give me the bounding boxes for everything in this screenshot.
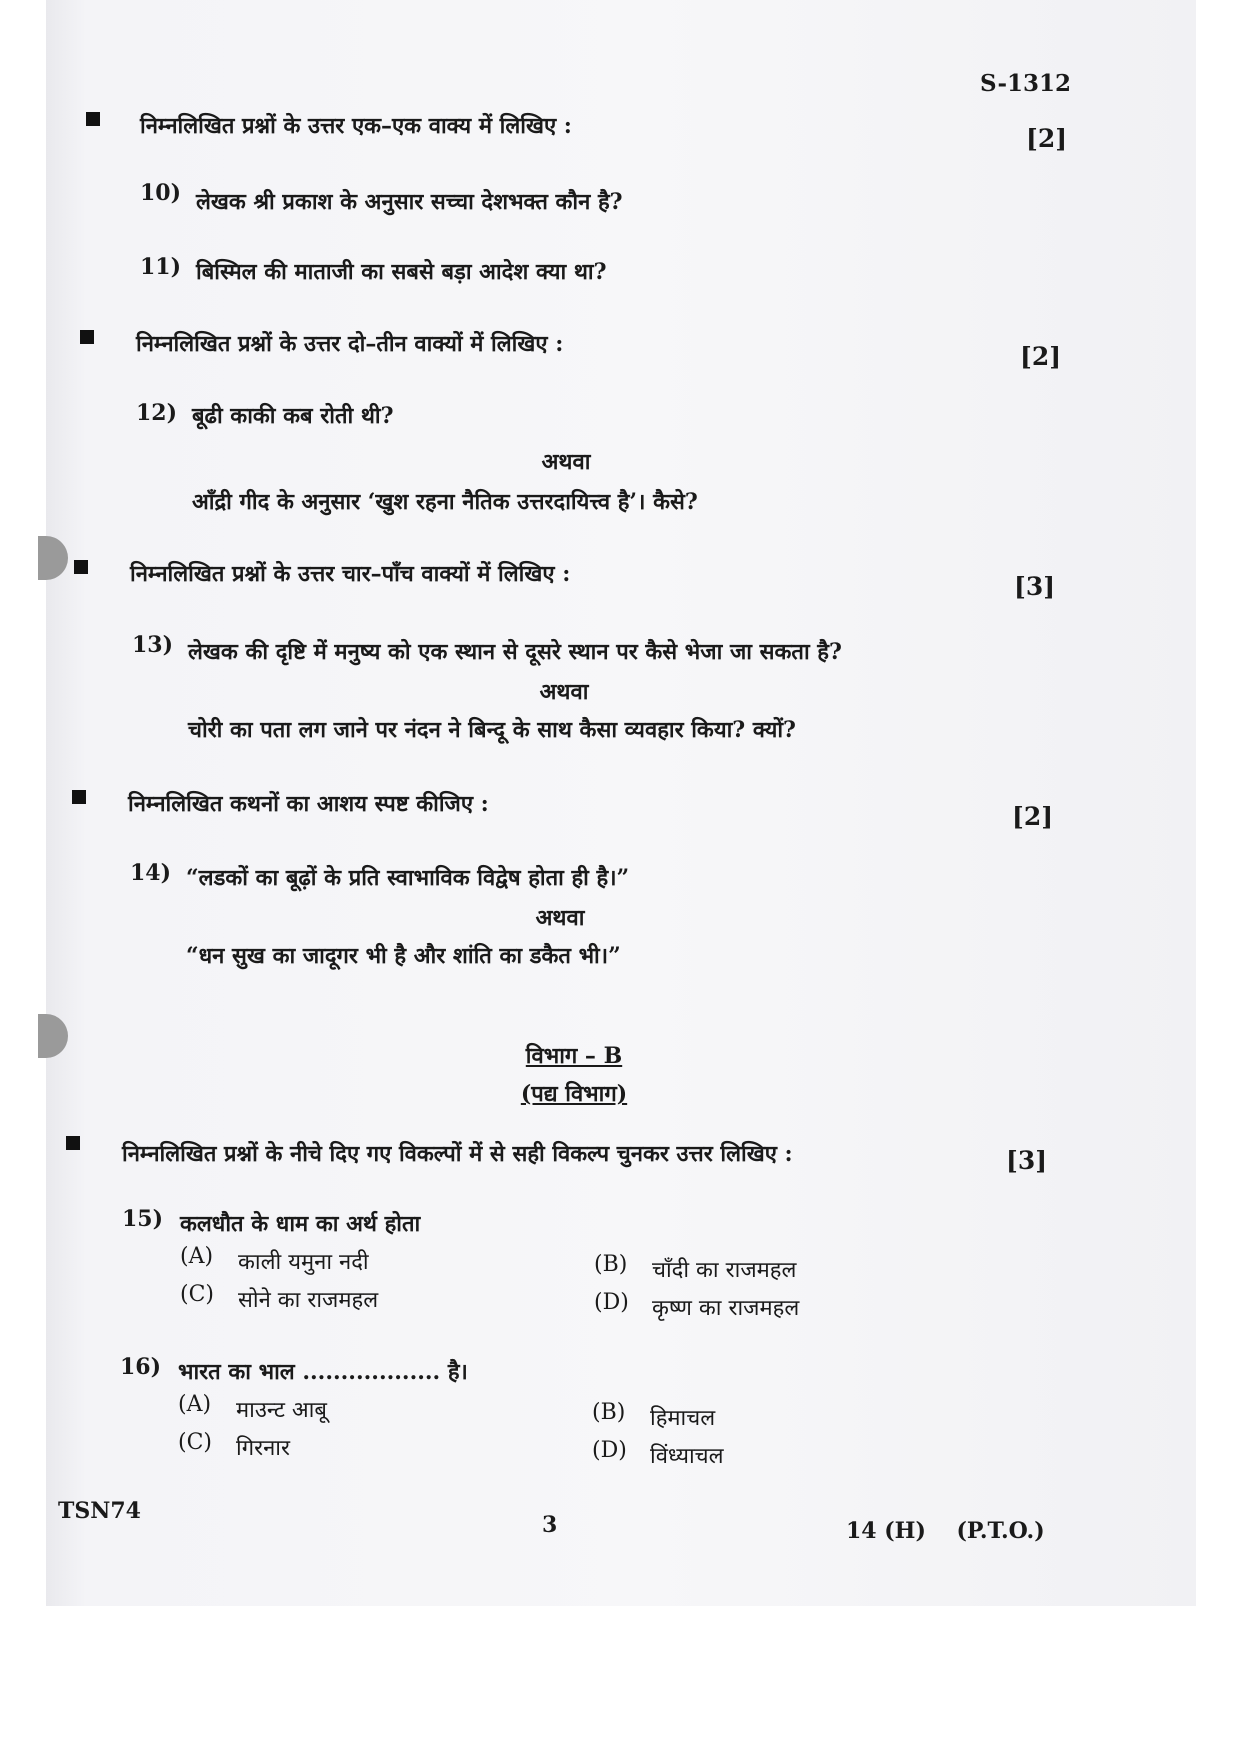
question-number: 16) — [120, 1354, 162, 1380]
option-text: माउन्ट आबू — [236, 1398, 327, 1423]
bullet-icon — [66, 1136, 80, 1150]
option-label: (D) — [592, 1438, 627, 1463]
option-text: विंध्याचल — [650, 1444, 724, 1469]
question-number: 10) — [140, 180, 182, 206]
question-number: 15) — [122, 1206, 164, 1232]
option-label: (C) — [180, 1282, 214, 1307]
section-subtitle: (पद्य विभाग) — [520, 1081, 628, 1107]
page-number: 3 — [542, 1512, 558, 1538]
bullet-icon — [80, 330, 94, 344]
option-text: गिरनार — [236, 1436, 290, 1461]
option-label: (B) — [592, 1400, 626, 1425]
bullet-icon — [86, 112, 100, 126]
question-text: लेखक की दृष्टि में मनुष्य को एक स्थान से दूसरे स्थान पर कैसे भेजा जा सकता है? — [188, 639, 842, 665]
alternate-question: आँद्री गीद के अनुसार ‘खुश रहना नैतिक उत्तरदायित्त्व है’। कैसे? — [192, 489, 698, 515]
question-text: बिस्मिल की माताजी का सबसे बड़ा आदेश क्या था? — [196, 259, 607, 285]
question-number: 14) — [130, 860, 172, 886]
option-label: (A) — [178, 1392, 212, 1417]
instruction-heading: निम्नलिखित प्रश्नों के उत्तर एक–एक वाक्य में लिखिए : — [140, 113, 572, 139]
instruction-heading: निम्नलिखित प्रश्नों के उत्तर चार–पाँच वाक्यों में लिखिए : — [130, 561, 571, 587]
marks: [2] — [1026, 124, 1068, 153]
option-text: काली यमुना नदी — [238, 1250, 369, 1275]
marks: [3] — [1014, 572, 1056, 601]
option-text: सोने का राजमहल — [238, 1288, 379, 1313]
instruction-heading: निम्नलिखित प्रश्नों के उत्तर दो–तीन वाक्यों में लिखिए : — [136, 331, 564, 357]
punch-hole — [38, 1014, 68, 1058]
footer-right: 14 (H) (P.T.O.) — [846, 1518, 1045, 1544]
page-code: S-1312 — [980, 70, 1072, 97]
question-text: कलधौत के धाम का अर्थ होता — [180, 1211, 421, 1237]
question-number: 11) — [140, 254, 182, 280]
option-label: (D) — [594, 1290, 629, 1315]
instruction-heading: निम्नलिखित कथनों का आशय स्पष्ट कीजिए : — [128, 791, 489, 817]
option-label: (A) — [180, 1244, 214, 1269]
or-label: अथवा — [541, 449, 591, 475]
alternate-question: चोरी का पता लग जाने पर नंदन ने बिन्दू के साथ कैसा व्यवहार किया? क्यों? — [188, 717, 796, 743]
or-label: अथवा — [535, 905, 585, 931]
marks: [2] — [1020, 342, 1062, 371]
or-label: अथवा — [539, 679, 589, 705]
alternate-question: “धन सुख का जादूगर भी है और शांति का डकैत भी।” — [186, 943, 621, 969]
question-number: 13) — [132, 632, 174, 658]
option-text: हिमाचल — [650, 1406, 716, 1431]
section-title: विभाग – B — [525, 1043, 623, 1069]
bullet-icon — [72, 790, 86, 804]
question-text: बूढी काकी कब रोती थी? — [192, 403, 394, 429]
marks: [2] — [1012, 802, 1054, 831]
option-label: (C) — [178, 1430, 212, 1455]
marks: [3] — [1006, 1146, 1048, 1175]
question-text: लेखक श्री प्रकाश के अनुसार सच्चा देशभक्त कौन है? — [196, 189, 623, 215]
option-label: (B) — [594, 1252, 628, 1277]
option-text: कृष्ण का राजमहल — [652, 1296, 800, 1321]
question-number: 12) — [136, 400, 178, 426]
question-text: “लडकों का बूढ़ों के प्रति स्वाभाविक विद्वेष होता ही है।” — [186, 865, 630, 891]
footer-code: TSN74 — [58, 1498, 141, 1524]
instruction-heading: निम्नलिखित प्रश्नों के नीचे दिए गए विकल्पों में से सही विकल्प चुनकर उत्तर लिखिए : — [122, 1141, 793, 1167]
punch-hole — [38, 536, 68, 580]
question-text: भारत का भाल .................. है। — [178, 1359, 468, 1385]
option-text: चाँदी का राजमहल — [652, 1258, 797, 1283]
bullet-icon — [74, 560, 88, 574]
